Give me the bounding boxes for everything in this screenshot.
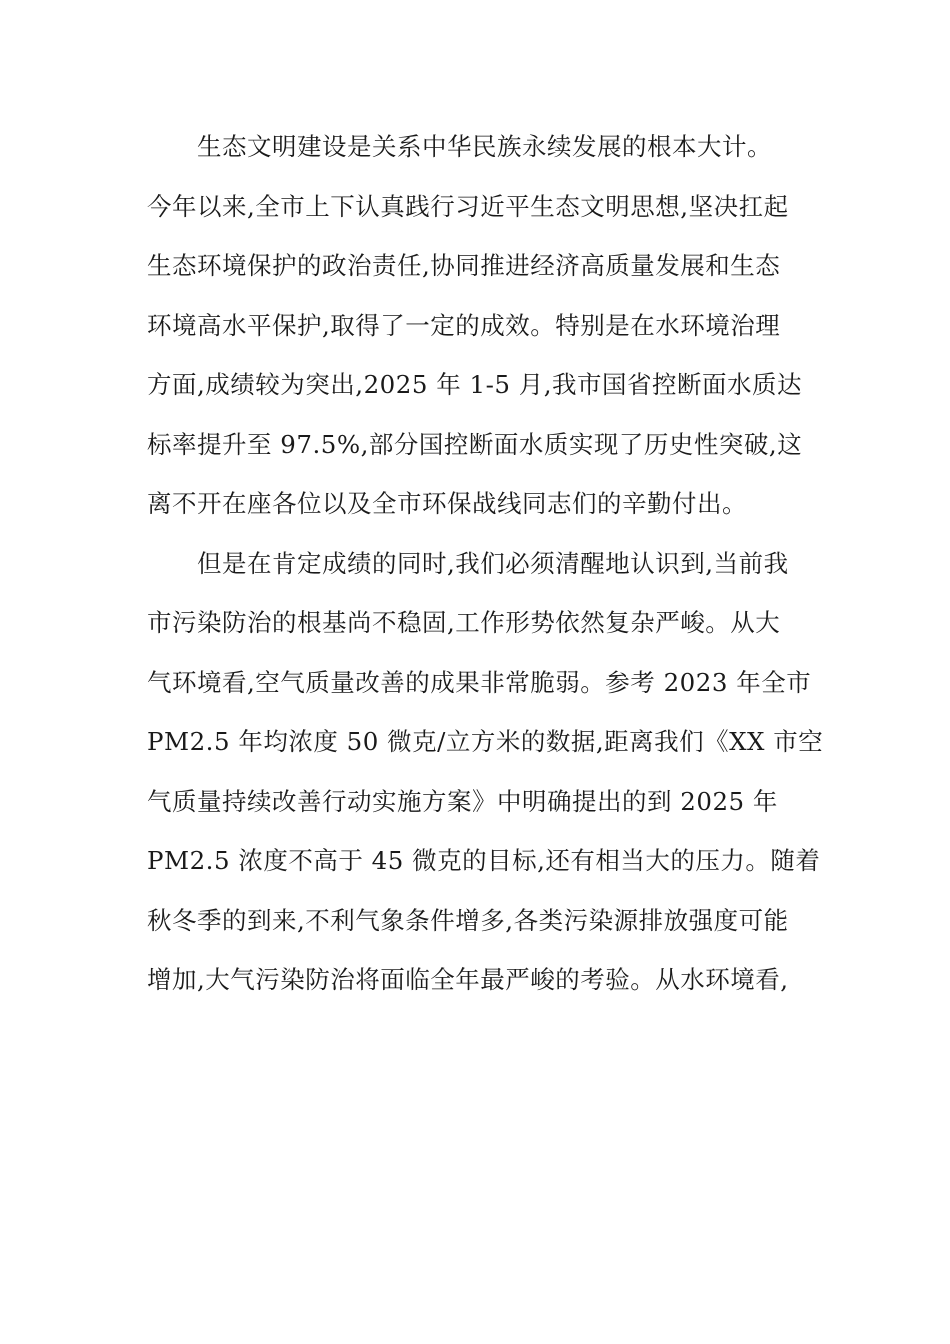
paragraph-line: 标率提升至 97.5%,部分国控断面水质实现了历史性突破,这 bbox=[147, 429, 803, 459]
paragraph-2 bbox=[147, 534, 824, 1010]
paragraph-line: 方面,成绩较为突出,2025 年 1-5 月,我市国省控断面水质达 bbox=[147, 370, 803, 399]
paragraph-1 bbox=[147, 117, 807, 534]
paragraph-line: 增加,大气污染防治将面临全年最严峻的考验。从水环境看, bbox=[147, 965, 789, 994]
paragraph-line: 气环境看,空气质量改善的成果非常脆弱。参考 2023 年全市 bbox=[147, 667, 812, 697]
paragraph-line: PM2.5 浓度不高于 45 微克的目标,还有相当大的压力。随着 bbox=[147, 846, 821, 875]
paragraph-line: 生态文明建设是关系中华民族永续发展的根本大计。 bbox=[197, 132, 772, 161]
paragraph-line: 生态环境保护的政治责任,协同推进经济高质量发展和生态 bbox=[147, 251, 781, 280]
paragraph-line: 但是在肯定成绩的同时,我们必须清醒地认识到,当前我 bbox=[197, 548, 789, 578]
paragraph-line: 环境高水平保护,取得了一定的成效。特别是在水环境治理 bbox=[147, 310, 781, 340]
paragraph-line: 秋冬季的到来,不利气象条件增多,各类污染源排放强度可能 bbox=[147, 905, 789, 935]
paragraph-line: 气质量持续改善行动实施方案》中明确提出的到 2025 年 bbox=[147, 786, 778, 816]
paragraph-line: PM2.5 年均浓度 50 微克/立方米的数据,距离我们《XX 市空 bbox=[147, 727, 824, 756]
document-body bbox=[147, 117, 824, 1010]
paragraph-line: 今年以来,全市上下认真践行习近平生态文明思想,坚决扛起 bbox=[147, 191, 789, 221]
paragraph-line: 离不开在座各位以及全市环保战线同志们的辛勤付出。 bbox=[147, 489, 747, 518]
paragraph-line: 市污染防治的根基尚不稳固,工作形势依然复杂严峻。从大 bbox=[147, 608, 781, 637]
